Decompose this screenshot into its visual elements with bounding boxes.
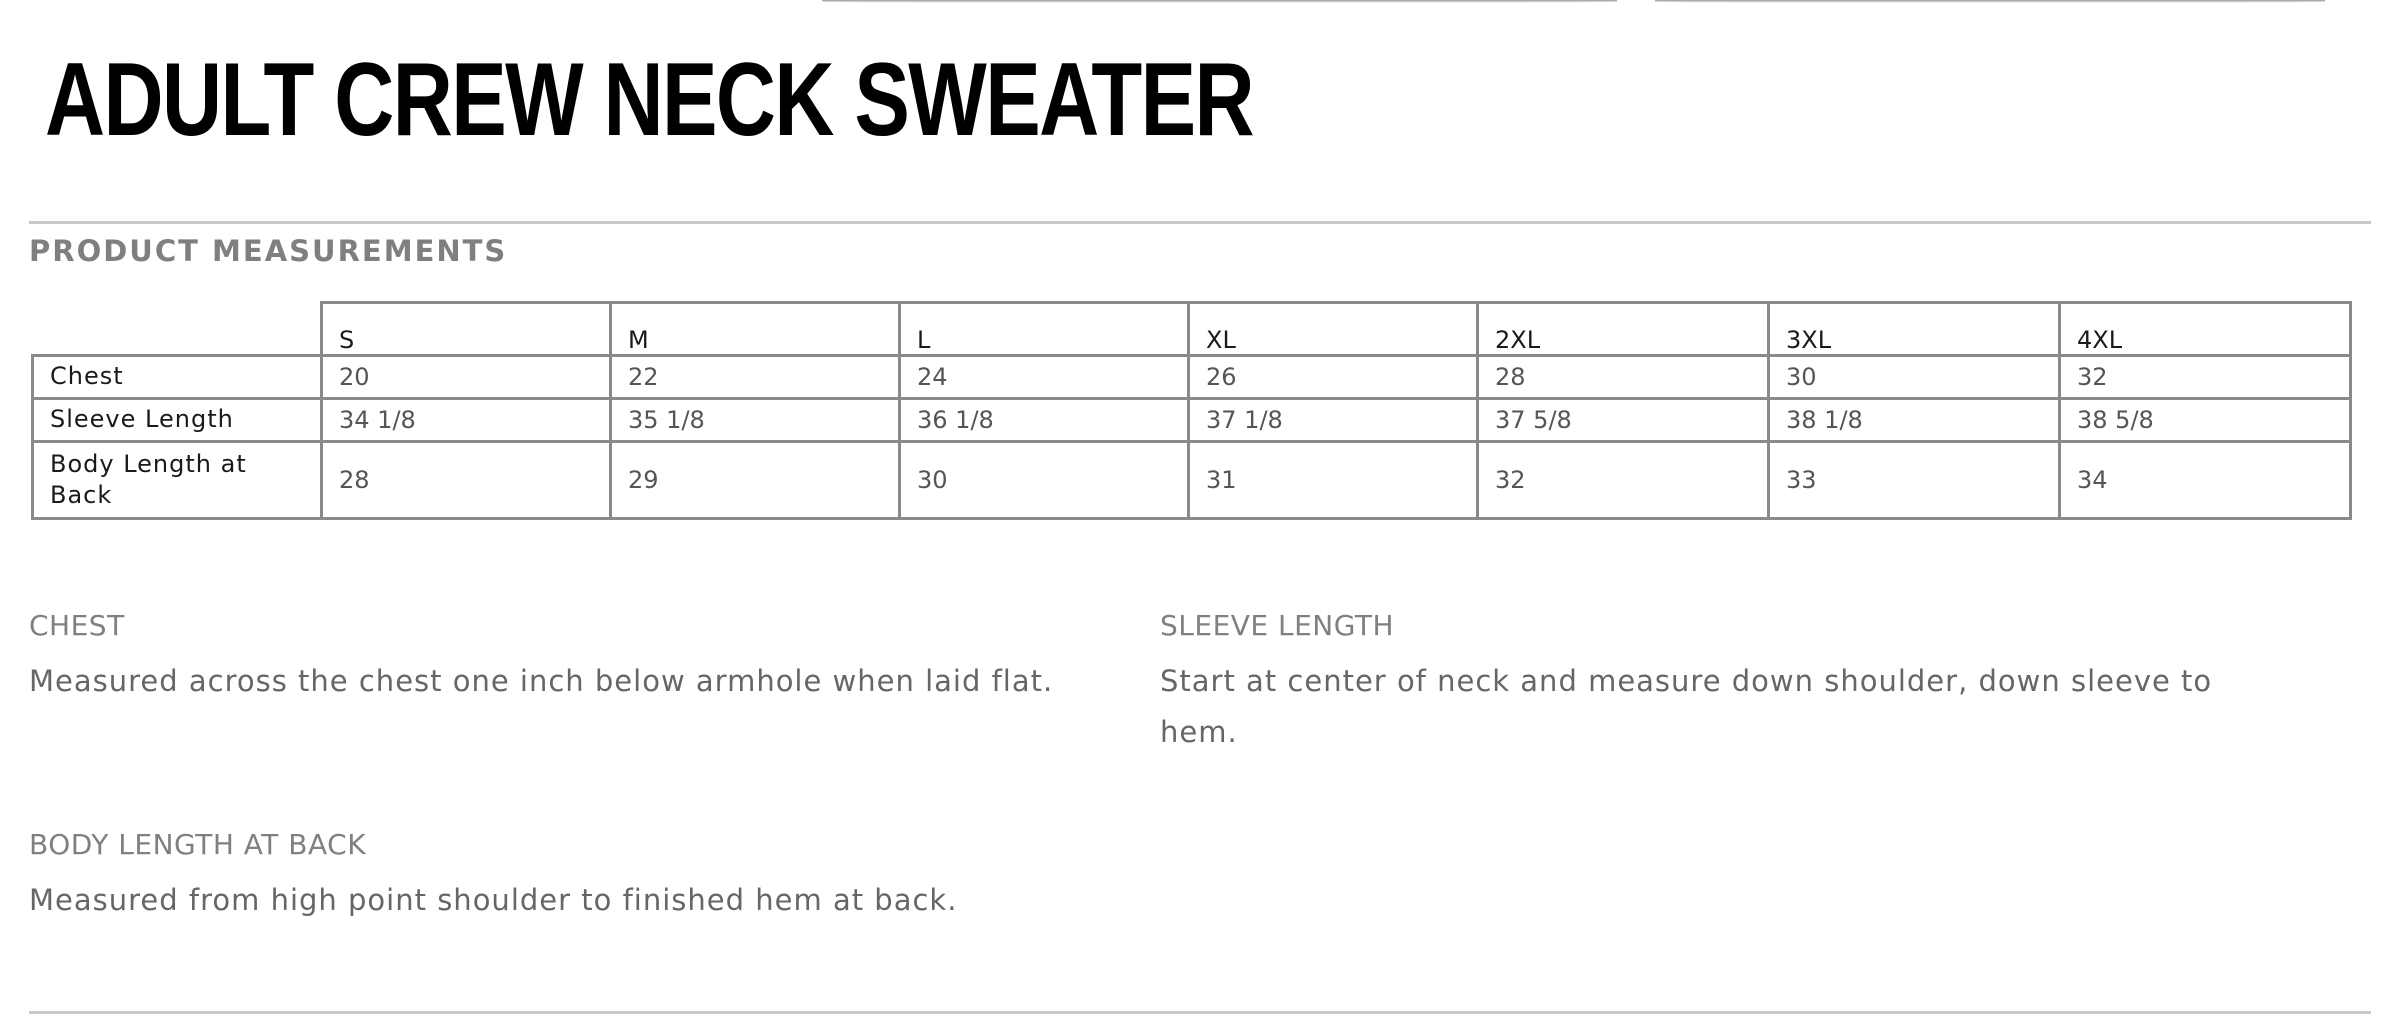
table-cell: 38 5/8 bbox=[2060, 399, 2351, 442]
definition-text: Measured across the chest one inch below armhole when laid flat. bbox=[29, 664, 1054, 698]
table-cell: 30 bbox=[1769, 356, 2060, 399]
table-row-body-length bbox=[33, 442, 2351, 519]
bottom-divider bbox=[29, 1011, 2371, 1014]
table-cell: 34 bbox=[2060, 442, 2351, 519]
size-header: 4XL bbox=[2060, 303, 2351, 356]
chest-definition bbox=[29, 609, 1129, 707]
definition-title: SLEEVE LENGTH bbox=[1160, 609, 1395, 642]
table-header-row bbox=[33, 303, 2351, 356]
page-title: ADULT CREW NECK SWEATER bbox=[45, 42, 1254, 158]
table-cell: 36 1/8 bbox=[900, 399, 1189, 442]
definition-text: Start at center of neck and measure down shoulder, down sleeve to hem. bbox=[1160, 664, 2213, 749]
table-cell: 37 1/8 bbox=[1189, 399, 1478, 442]
table-cell: 28 bbox=[1478, 356, 1769, 399]
measurements-table bbox=[31, 301, 2352, 520]
table-cell: 29 bbox=[611, 442, 900, 519]
row-label: Sleeve Length bbox=[33, 399, 322, 442]
table-cell: 33 bbox=[1769, 442, 2060, 519]
top-divider bbox=[29, 221, 2371, 224]
table-cell: 22 bbox=[611, 356, 900, 399]
table-cell: 26 bbox=[1189, 356, 1478, 399]
row-label: Chest bbox=[33, 356, 322, 399]
table-cell: 37 5/8 bbox=[1478, 399, 1769, 442]
table-cell: 30 bbox=[900, 442, 1189, 519]
definition-title: CHEST bbox=[29, 609, 125, 642]
row-label: Body Length at Back bbox=[33, 442, 322, 519]
size-header: M bbox=[611, 303, 900, 356]
table-cell: 24 bbox=[900, 356, 1189, 399]
section-heading: PRODUCT MEASUREMENTS bbox=[29, 234, 508, 268]
table-row-chest bbox=[33, 356, 2351, 399]
body-length-definition bbox=[29, 828, 1129, 926]
table-cell: 34 1/8 bbox=[322, 399, 611, 442]
table-row-sleeve-length bbox=[33, 399, 2351, 442]
table-corner-cell bbox=[33, 303, 322, 356]
table-cell: 35 1/8 bbox=[611, 399, 900, 442]
top-shadow-left bbox=[822, 0, 1617, 3]
table-cell: 20 bbox=[322, 356, 611, 399]
table-cell: 28 bbox=[322, 442, 611, 519]
size-header: S bbox=[322, 303, 611, 356]
table-cell: 32 bbox=[1478, 442, 1769, 519]
table-cell: 38 1/8 bbox=[1769, 399, 2060, 442]
table-cell: 32 bbox=[2060, 356, 2351, 399]
size-header: 3XL bbox=[1769, 303, 2060, 356]
table-cell: 31 bbox=[1189, 442, 1478, 519]
sleeve-length-definition bbox=[1160, 609, 2240, 758]
definition-title: BODY LENGTH AT BACK bbox=[29, 828, 367, 861]
definition-text: Measured from high point shoulder to finished hem at back. bbox=[29, 883, 958, 917]
size-header: L bbox=[900, 303, 1189, 356]
top-shadow-right bbox=[1655, 0, 2325, 3]
size-header: XL bbox=[1189, 303, 1478, 356]
size-header: 2XL bbox=[1478, 303, 1769, 356]
